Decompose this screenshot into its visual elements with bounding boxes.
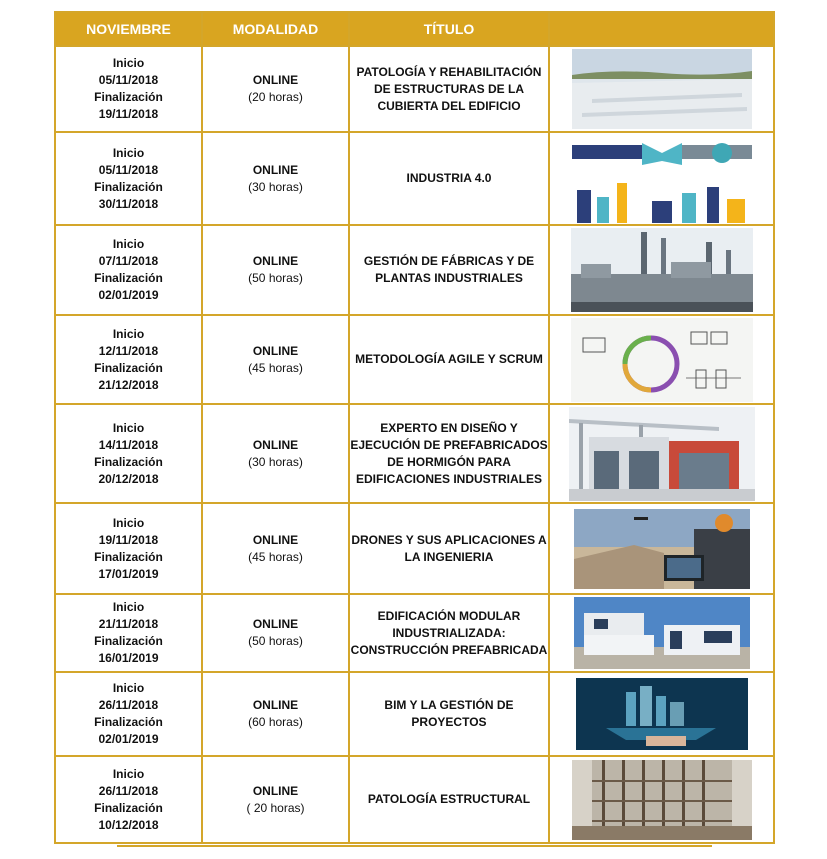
start-label: Inicio [112, 420, 145, 435]
hours: (60 horas) [248, 715, 303, 729]
title-cell: BIM Y LA GESTIÓN DE PROYECTOS [349, 672, 549, 756]
header-image [549, 12, 774, 46]
hours: (20 horas) [248, 90, 303, 104]
title-cell: INDUSTRIA 4.0 [349, 132, 549, 225]
end-date: 10/12/2018 [98, 817, 159, 832]
prefab-building-render [569, 407, 755, 501]
title-cell: DRONES Y SUS APLICACIONES A LA INGENIERIA [349, 503, 549, 594]
dates-cell [55, 225, 202, 315]
modular-building-photo [574, 597, 750, 669]
modality-cell [202, 225, 349, 315]
end-date: 21/12/2018 [98, 377, 159, 392]
modality-cell [202, 503, 349, 594]
dates-cell [55, 672, 202, 756]
dates-cell [55, 404, 202, 503]
image-cell [549, 594, 774, 672]
image-cell [549, 225, 774, 315]
start-label: Inicio [112, 326, 145, 341]
dates-cell [55, 46, 202, 132]
modality: ONLINE [252, 783, 299, 798]
header-title: TÍTULO [349, 12, 549, 46]
rebar-column-photo [572, 760, 752, 840]
end-label: Finalización [94, 715, 163, 729]
end-label: Finalización [94, 800, 163, 815]
modality: ONLINE [252, 73, 299, 87]
modality-cell [202, 315, 349, 404]
modality: ONLINE [252, 162, 299, 177]
end-date: 19/11/2018 [98, 107, 159, 121]
start-label: Inicio [112, 600, 145, 614]
modality-cell [202, 404, 349, 503]
end-date: 30/11/2018 [98, 196, 159, 211]
start-date: 07/11/2018 [98, 254, 159, 268]
dates-cell [55, 594, 202, 672]
title-cell: PATOLOGÍA Y REHABILITACIÓN DE ESTRUCTURAS DE LA CUBIERTA DEL EDIFICIO [349, 46, 549, 132]
dates-cell [55, 756, 202, 843]
table-row [55, 594, 774, 672]
table-row [55, 315, 774, 404]
title-cell: EXPERTO EN DISEÑO Y EJECUCIÓN DE PREFABRICADOS DE HORMIGÓN PARA EDIFICACIONES INDUSTRIALES [349, 404, 549, 503]
image-cell [549, 503, 774, 594]
table-row [55, 132, 774, 225]
image-cell [549, 132, 774, 225]
modality: ONLINE [252, 437, 299, 452]
table-row [55, 46, 774, 132]
drone-photo [574, 509, 750, 589]
end-date: 02/01/2019 [98, 288, 159, 302]
courses-table [54, 11, 775, 844]
header-modality: MODALIDAD [202, 12, 349, 46]
hours: (50 horas) [248, 271, 303, 285]
hours: (30 horas) [248, 179, 303, 194]
title-cell: EDIFICACIÓN MODULAR INDUSTRIALIZADA: CONSTRUCCIÓN PREFABRICADA [349, 594, 549, 672]
modality: ONLINE [252, 698, 299, 712]
end-label: Finalización [94, 549, 163, 564]
end-date: 16/01/2019 [98, 651, 159, 665]
dates-cell [55, 503, 202, 594]
start-label: Inicio [112, 56, 145, 70]
roof-photo [572, 49, 752, 129]
image-cell [549, 404, 774, 503]
title-cell: PATOLOGÍA ESTRUCTURAL [349, 756, 549, 843]
table-row [55, 225, 774, 315]
end-label: Finalización [94, 454, 163, 469]
hours: (30 horas) [248, 454, 303, 469]
start-date: 21/11/2018 [98, 617, 159, 631]
start-label: Inicio [112, 145, 145, 160]
end-label: Finalización [94, 634, 163, 648]
table-row [55, 756, 774, 843]
modality: ONLINE [252, 617, 299, 631]
bottom-rule [117, 845, 712, 847]
hours: ( 20 horas) [246, 800, 305, 815]
start-date: 14/11/2018 [98, 437, 159, 452]
start-date: 26/11/2018 [98, 698, 159, 712]
table-row [55, 404, 774, 503]
image-cell [549, 756, 774, 843]
end-date: 20/12/2018 [98, 471, 159, 486]
start-label: Inicio [112, 766, 145, 781]
modality: ONLINE [252, 532, 299, 547]
title-cell: GESTIÓN DE FÁBRICAS Y DE PLANTAS INDUSTRIALES [349, 225, 549, 315]
industrial-plant-photo [571, 228, 753, 312]
modality: ONLINE [252, 343, 299, 358]
hours: (50 horas) [248, 634, 303, 648]
table-row [55, 672, 774, 756]
header-row [55, 12, 774, 46]
start-date: 19/11/2018 [98, 532, 159, 547]
handshake-illustration [572, 135, 752, 223]
start-label: Inicio [112, 515, 145, 530]
end-label: Finalización [94, 179, 163, 194]
start-label: Inicio [112, 681, 145, 695]
hours: (45 horas) [248, 360, 303, 375]
start-date: 05/11/2018 [98, 162, 159, 177]
modality-cell [202, 594, 349, 672]
table-row [55, 503, 774, 594]
start-date: 12/11/2018 [98, 343, 159, 358]
start-label: Inicio [112, 237, 145, 251]
end-label: Finalización [94, 271, 163, 285]
modality: ONLINE [252, 254, 299, 268]
modality-cell [202, 672, 349, 756]
modality-cell [202, 132, 349, 225]
hours: (45 horas) [248, 549, 303, 564]
modality-cell [202, 46, 349, 132]
modality-cell [202, 756, 349, 843]
header-month: NOVIEMBRE [55, 12, 202, 46]
dates-cell [55, 315, 202, 404]
title-cell: METODOLOGÍA AGILE Y SCRUM [349, 315, 549, 404]
start-date: 26/11/2018 [98, 783, 159, 798]
start-date: 05/11/2018 [98, 73, 159, 87]
dates-cell [55, 132, 202, 225]
bim-hologram-photo [576, 678, 748, 750]
end-label: Finalización [94, 360, 163, 375]
scrum-sketch [571, 318, 753, 402]
end-date: 17/01/2019 [98, 566, 159, 581]
end-date: 02/01/2019 [98, 732, 159, 746]
image-cell [549, 672, 774, 756]
image-cell [549, 315, 774, 404]
end-label: Finalización [94, 90, 163, 104]
image-cell [549, 46, 774, 132]
